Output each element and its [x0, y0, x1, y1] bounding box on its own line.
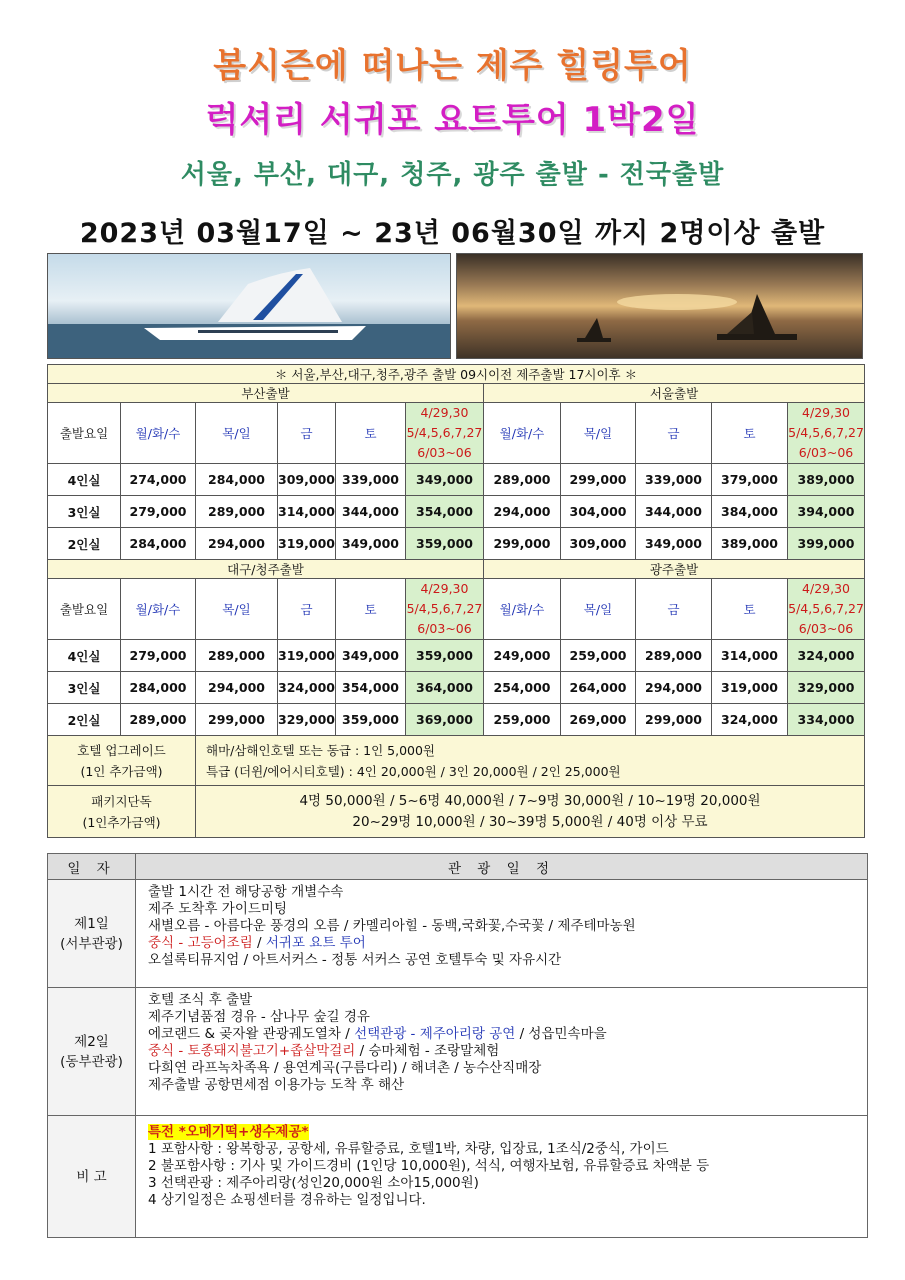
holiday-line: 6/03~06 [417, 621, 472, 636]
remark-line: 4 상기일정은 쇼핑센터를 경유하는 일정입니다. [148, 1192, 426, 1208]
yacht-photo-day [47, 253, 451, 359]
holiday-header [406, 579, 484, 640]
room-label: 3인실 [48, 496, 121, 528]
remark-line: 1 포함사항 : 왕복항공, 공항세, 유류할증료, 호텔1박, 차량, 입장료, 1조식/2중식, 가이드 [148, 1141, 669, 1157]
price-cell: 344,000 [336, 496, 406, 528]
price-row [48, 672, 865, 704]
price-cell: 324,000 [278, 672, 336, 704]
holiday-line: 4/29,30 [420, 405, 469, 420]
price-cell-holiday: 394,000 [788, 496, 865, 528]
price-cell: 299,000 [561, 464, 636, 496]
price-cell: 279,000 [121, 640, 196, 672]
price-cell-holiday: 359,000 [406, 640, 484, 672]
schedule-col-date: 일 자 [48, 854, 136, 880]
price-cell-holiday: 369,000 [406, 704, 484, 736]
block-title-busan: 부산출발 [48, 384, 484, 403]
price-cell: 249,000 [484, 640, 561, 672]
remark-line: 2 불포함사항 : 기사 및 가이드경비 (1인당 10,000원), 석식, 여행자보험, 유류할증료 차액분 등 [148, 1158, 710, 1174]
price-cell: 339,000 [336, 464, 406, 496]
tour-period: 2023년 03월17일 ~ 23년 06월30일 까지 2명이상 출발 [79, 218, 826, 249]
price-cell-holiday: 329,000 [788, 672, 865, 704]
holiday-line: 4/29,30 [802, 405, 850, 420]
hotel-upgrade-detail [196, 736, 865, 786]
price-cell: 294,000 [196, 672, 278, 704]
package-row [48, 786, 865, 838]
day-header: 토 [336, 403, 406, 464]
price-cell: 384,000 [712, 496, 788, 528]
holiday-line: 5/4,5,6,7,27 [788, 425, 864, 440]
schedule-day2 [48, 988, 868, 1116]
room-label: 2인실 [48, 528, 121, 560]
holiday-line: 4/29,30 [420, 581, 469, 596]
itinerary-line [148, 1026, 857, 1043]
block-title-gwangju: 광주출발 [484, 560, 865, 579]
price-cell: 349,000 [336, 528, 406, 560]
schedule-col-itinerary: 관 광 일 정 [136, 854, 868, 880]
itinerary-line: 출발 1시간 전 해당공항 개별수속 [148, 884, 344, 900]
holiday-line: 5/4,5,6,7,27 [406, 601, 483, 616]
price-cell: 319,000 [278, 640, 336, 672]
remark-line: 3 선택관광 : 제주아리랑(성인20,000원 소아15,000원) [148, 1175, 479, 1191]
room-label: 3인실 [48, 672, 121, 704]
price-cell: 289,000 [121, 704, 196, 736]
price-cell-holiday: 359,000 [406, 528, 484, 560]
itinerary-line [148, 935, 857, 952]
price-cell: 259,000 [561, 640, 636, 672]
yacht-highlight: 서귀포 요트 투어 [265, 935, 366, 951]
price-cell: 309,000 [278, 464, 336, 496]
itinerary-line: 호텔 조식 후 출발 [148, 992, 253, 1008]
block-title-daegu-cheongju: 대구/청주출발 [48, 560, 484, 579]
package-label-line: (1인추가금액) [82, 814, 161, 830]
holiday-line: 6/03~06 [417, 445, 472, 460]
hotel-upgrade-label [48, 736, 196, 786]
schedule-remarks [48, 1116, 868, 1238]
yacht-photo-sunset [456, 253, 863, 359]
departure-note: ＊ 서울,부산,대구,청주,광주 출발 09시이전 제주출발 17시이후 ＊ [48, 365, 865, 384]
price-cell-holiday: 364,000 [406, 672, 484, 704]
day-header: 월/화/수 [484, 403, 561, 464]
price-row [48, 464, 865, 496]
title-main: 봄시즌에 떠나는 제주 힐링투어 [213, 46, 692, 86]
price-cell: 314,000 [712, 640, 788, 672]
price-cell: 299,000 [484, 528, 561, 560]
lunch-highlight: 중식 - 토종돼지불고기+좁살막걸리 [148, 1043, 356, 1059]
optional-tour-highlight: 선택관광 - 제주아리랑 공연 [354, 1026, 516, 1042]
price-cell: 284,000 [121, 672, 196, 704]
price-cell-holiday: 389,000 [788, 464, 865, 496]
holiday-header [406, 403, 484, 464]
package-detail [196, 786, 865, 838]
price-cell: 349,000 [636, 528, 712, 560]
day-header: 목/일 [561, 579, 636, 640]
remarks-content [136, 1116, 868, 1238]
itinerary-text: / 성읍민속마을 [515, 1026, 607, 1042]
price-cell-holiday: 349,000 [406, 464, 484, 496]
package-detail-line: 4명 50,000원 / 5~6명 40,000원 / 7~9명 30,000원 / 10~19명 20,000원 [299, 792, 761, 809]
holiday-header [788, 403, 865, 464]
day-header: 목/일 [196, 403, 278, 464]
day-header: 목/일 [561, 403, 636, 464]
itinerary-line: 오설록티뮤지엄 / 아트서커스 - 정통 서커스 공연 호텔투숙 및 자유시간 [148, 952, 562, 968]
special-offer: 특전 *오메기떡+생수제공* [148, 1124, 309, 1140]
itinerary-line: 제주 도착후 가이드미팅 [148, 901, 287, 917]
day2-title: 제2일 [74, 1033, 109, 1050]
room-label: 4인실 [48, 464, 121, 496]
price-cell: 269,000 [561, 704, 636, 736]
day-header: 금 [278, 579, 336, 640]
holiday-line: 6/03~06 [798, 445, 854, 460]
package-detail-line: 20~29명 10,000원 / 30~39명 5,000원 / 40명 이상 무료 [352, 813, 708, 830]
day1-title: 제1일 [74, 915, 109, 932]
hotel-label-line: (1인 추가금액) [80, 763, 163, 779]
price-cell: 259,000 [484, 704, 561, 736]
price-cell: 284,000 [121, 528, 196, 560]
price-cell: 284,000 [196, 464, 278, 496]
day-header: 토 [712, 579, 788, 640]
hotel-upgrade-row [48, 736, 865, 786]
row-label: 출발요일 [48, 403, 121, 464]
price-cell: 294,000 [196, 528, 278, 560]
day-header: 월/화/수 [121, 579, 196, 640]
price-cell-holiday: 354,000 [406, 496, 484, 528]
room-label: 2인실 [48, 704, 121, 736]
price-cell: 309,000 [561, 528, 636, 560]
price-cell: 344,000 [636, 496, 712, 528]
day2-label [48, 988, 136, 1116]
day-header: 금 [636, 403, 712, 464]
schedule-table [47, 853, 868, 1238]
holiday-line: 4/29,30 [802, 581, 850, 596]
holiday-line: 5/4,5,6,7,27 [406, 425, 483, 440]
price-cell: 379,000 [712, 464, 788, 496]
itinerary-line: 제주기념품점 경유 - 삼나무 숲길 경유 [148, 1009, 370, 1025]
remarks-label: 비 고 [48, 1116, 136, 1238]
yacht-sunset-illustration [457, 254, 862, 358]
itinerary-line: 다희연 라프녹차족욕 / 용연계곡(구름다리) / 해녀촌 / 농수산직매장 [148, 1060, 542, 1076]
holiday-line: 5/4,5,6,7,27 [788, 601, 864, 616]
holiday-line: 6/03~06 [798, 621, 854, 636]
day-header: 월/화/수 [484, 579, 561, 640]
room-label: 4인실 [48, 640, 121, 672]
price-cell-holiday: 334,000 [788, 704, 865, 736]
day-header: 토 [712, 403, 788, 464]
price-cell: 289,000 [196, 640, 278, 672]
price-cell: 354,000 [336, 672, 406, 704]
price-cell-holiday: 399,000 [788, 528, 865, 560]
price-row [48, 496, 865, 528]
price-cell: 289,000 [484, 464, 561, 496]
yacht-day-illustration [48, 254, 450, 358]
departure-cities: 서울, 부산, 대구, 청주, 광주 출발 - 전국출발 [180, 160, 725, 190]
price-cell: 279,000 [121, 496, 196, 528]
lunch-highlight: 중식 - 고등어조림 [148, 935, 253, 951]
price-cell: 314,000 [278, 496, 336, 528]
price-cell: 339,000 [636, 464, 712, 496]
day1-subtitle: (서부관광) [60, 935, 123, 952]
day2-itinerary [136, 988, 868, 1116]
day1-itinerary [136, 880, 868, 988]
price-cell: 329,000 [278, 704, 336, 736]
hotel-label-line: 호텔 업그레이드 [77, 742, 166, 758]
price-cell: 319,000 [712, 672, 788, 704]
package-label [48, 786, 196, 838]
price-cell: 254,000 [484, 672, 561, 704]
day1-label [48, 880, 136, 988]
itinerary-line: 제주출발 공항면세점 이용가능 도착 후 해산 [148, 1077, 405, 1093]
price-cell: 289,000 [196, 496, 278, 528]
special-offer-line [148, 1124, 857, 1141]
price-cell: 294,000 [636, 672, 712, 704]
separator: / [252, 935, 266, 951]
price-cell: 359,000 [336, 704, 406, 736]
itinerary-line: 새별오름 - 아름다운 풍경의 오름 / 카멜리아힐 - 동백,국화꽃,수국꽃 / 제주테마농원 [148, 918, 636, 934]
price-cell: 299,000 [196, 704, 278, 736]
schedule-day1 [48, 880, 868, 988]
price-row [48, 640, 865, 672]
day2-subtitle: (동부관광) [60, 1053, 123, 1070]
price-row [48, 528, 865, 560]
price-cell: 264,000 [561, 672, 636, 704]
title-sub: 럭셔리 서귀포 요트투어 1박2일 [205, 100, 700, 140]
package-label-line: 패키지단독 [91, 793, 152, 809]
price-cell: 274,000 [121, 464, 196, 496]
day-header: 토 [336, 579, 406, 640]
price-table [47, 364, 865, 838]
price-cell: 304,000 [561, 496, 636, 528]
day-header: 목/일 [196, 579, 278, 640]
day-header: 금 [278, 403, 336, 464]
hotel-detail-line: 해마/삼해인호텔 또는 동급 : 1인 5,000원 [206, 742, 436, 758]
row-label: 출발요일 [48, 579, 121, 640]
price-cell: 289,000 [636, 640, 712, 672]
hotel-detail-line: 특급 (더윈/에어시티호텔) : 4인 20,000원 / 3인 20,000원 / 2인 25,000원 [206, 763, 621, 779]
itinerary-line [148, 1043, 857, 1060]
day-header: 금 [636, 579, 712, 640]
block-title-seoul: 서울출발 [484, 384, 865, 403]
itinerary-text: 에코랜드 & 곶자왈 관광궤도열차 / [148, 1026, 355, 1042]
price-cell: 349,000 [336, 640, 406, 672]
price-cell-holiday: 324,000 [788, 640, 865, 672]
price-cell: 324,000 [712, 704, 788, 736]
day-header: 월/화/수 [121, 403, 196, 464]
holiday-header [788, 579, 865, 640]
price-cell: 389,000 [712, 528, 788, 560]
price-cell: 294,000 [484, 496, 561, 528]
price-row [48, 704, 865, 736]
price-cell: 299,000 [636, 704, 712, 736]
itinerary-text: / 승마체험 - 조랑말체험 [355, 1043, 500, 1059]
price-cell: 319,000 [278, 528, 336, 560]
